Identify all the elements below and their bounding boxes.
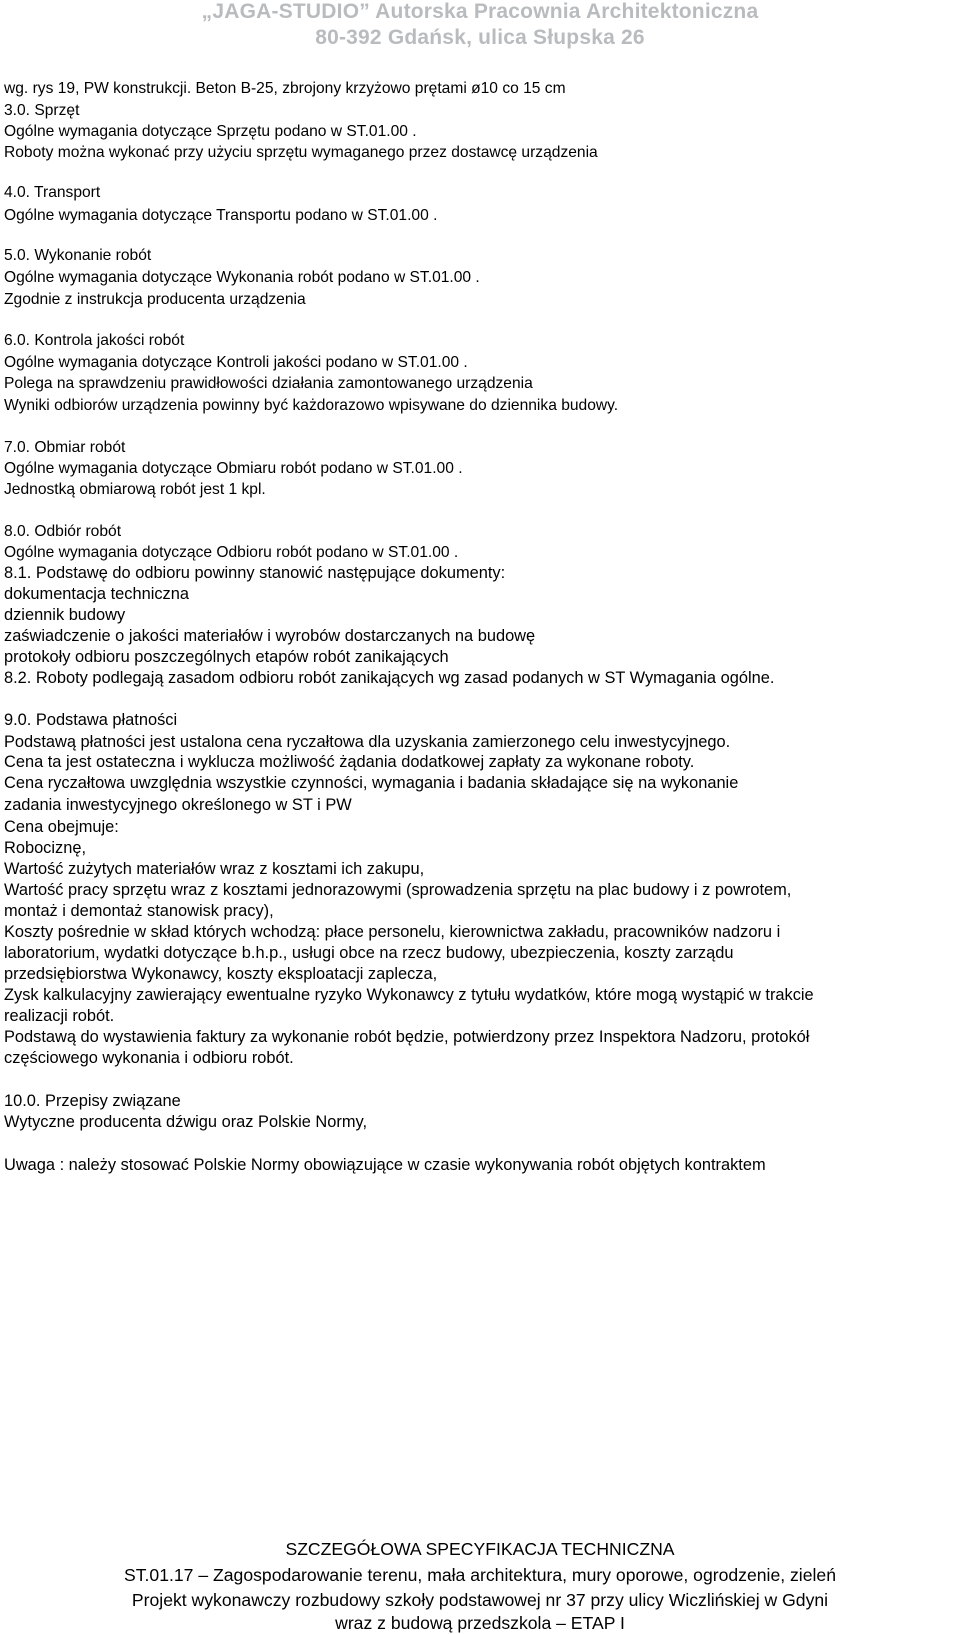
studio-address: 80-392 Gdańsk, ulica Słupska 26 [315,26,645,49]
text-line: Zgodnie z instrukcja producenta urządzenia [4,291,306,308]
text-line: Roboty można wykonać przy użyciu sprzętu wymaganego przez dostawcę urządzenia [4,144,598,161]
text-line: Ogólne wymagania dotyczące Transportu podano w ST.01.00 . [4,207,438,224]
text-line: Wartość pracy sprzętu wraz z kosztami jednorazowymi (sprowadzenia sprzętu na plac budowy i z powrotem, [4,881,792,899]
section-heading-przepisy: 10.0. Przepisy związane [4,1092,181,1110]
text-line: Polega na sprawdzeniu prawidłowości działania zamontowanego urządzenia [4,375,533,392]
footer-stage: wraz z budową przedszkola – ETAP I [335,1613,625,1633]
text-line: dziennik budowy [4,606,126,624]
text-line: Cena ta jest ostateczna i wyklucza możliwość żądania dodatkowej zapłaty za wykonane roboty. [4,753,695,771]
text-line: Ogólne wymagania dotyczące Odbioru robót podano w ST.01.00 . [4,544,459,561]
footer-spec-code: ST.01.17 – Zagospodarowanie terenu, mała architektura, mury oporowe, ogrodzenie, zieleń [124,1565,836,1585]
section-heading-kontrola: 6.0. Kontrola jakości robót [4,332,185,349]
text-line: Wytyczne producenta dźwigu oraz Polskie Normy, [4,1113,368,1131]
section-heading-obmiar: 7.0. Obmiar robót [4,439,126,456]
text-line: Zysk kalkulacyjny zawierający ewentualne ryzyko Wykonawcy z tytułu wydatków, które mogą wystąpić w trakcie [4,986,814,1004]
studio-name: „JAGA-STUDIO” Autorska Pracownia Architektoniczna [201,0,759,23]
text-line: 8.2. Roboty podlegają zasadom odbioru robót zanikających wg zasad podanych w ST Wymagania ogólne. [4,669,775,687]
text-line: Podstawą płatności jest ustalona cena ryczałtowa dla uzyskania zamierzonego celu inwestycyjnego. [4,733,731,751]
text-line: Jednostką obmiarową robót jest 1 kpl. [4,481,266,498]
footer-spec-title: SZCZEGÓŁOWA SPECYFIKACJA TECHNICZNA [285,1539,675,1559]
section-heading-sprzet: 3.0. Sprzęt [4,102,80,119]
text-line: Cena ryczałtowa uwzględnia wszystkie czynności, wymagania i badania składające się na wykonanie [4,774,739,792]
text-line: dokumentacja techniczna [4,585,189,603]
text-line: zaświadczenie o jakości materiałów i wyrobów dostarczanych na budowę [4,627,536,645]
text-line: laboratorium, wydatki dotyczące b.h.p., usługi obce na rzecz budowy, ubezpieczenia, koszty zarządu [4,944,734,962]
text-line: częściowego wykonania i odbioru robót. [4,1049,294,1067]
text-line: Koszty pośrednie w skład których wchodzą: płace personelu, kierownictwa zakładu, pracowników nadzoru i [4,923,781,941]
text-line: Ogólne wymagania dotyczące Sprzętu podano w ST.01.00 . [4,123,417,140]
section-heading-odbior: 8.0. Odbiór robót [4,523,122,540]
text-line: Podstawą do wystawienia faktury za wykonanie robót będzie, potwierdzony przez Inspektora Nadzoru, protokół [4,1028,810,1046]
text-line: 8.1. Podstawę do odbioru powinny stanowić następujące dokumenty: [4,564,506,582]
text-line: protokoły odbioru poszczególnych etapów robót zanikających [4,648,449,666]
text-line: montaż i demontaż stanowisk pracy), [4,902,274,920]
section-heading-platnosc: 9.0. Podstawa płatności [4,711,178,729]
text-line: wg. rys 19, PW konstrukcji. Beton B-25, zbrojony krzyżowo prętami ø10 co 15 cm [4,80,566,97]
text-line: Cena obejmuje: [4,818,119,836]
text-line: realizacji robót. [4,1007,115,1025]
section-heading-wykonanie: 5.0. Wykonanie robót [4,247,152,264]
section-heading-transport: 4.0. Transport [4,184,101,201]
text-line: przedsiębiorstwa Wykonawcy, koszty eksploatacji zaplecza, [4,965,438,983]
text-line: Ogólne wymagania dotyczące Obmiaru robót podano w ST.01.00 . [4,460,463,477]
note-uwaga: Uwaga : należy stosować Polskie Normy obowiązujące w czasie wykonywania robót objętych kontraktem [4,1156,766,1174]
footer-project: Projekt wykonawczy rozbudowy szkoły podstawowej nr 37 przy ulicy Wiczlińskiej w Gdyni [131,1590,829,1610]
text-line: zadania inwestycyjnego określonego w ST i PW [4,796,352,814]
text-line: Wyniki odbiorów urządzenia powinny być każdorazowo wpisywane do dziennika budowy. [4,397,619,414]
text-line: Ogólne wymagania dotyczące Wykonania robót podano w ST.01.00 . [4,269,480,286]
text-line: Ogólne wymagania dotyczące Kontroli jakości podano w ST.01.00 . [4,354,468,371]
text-line: Robociznę, [4,839,87,857]
text-line: Wartość zużytych materiałów wraz z kosztami ich zakupu, [4,860,425,878]
